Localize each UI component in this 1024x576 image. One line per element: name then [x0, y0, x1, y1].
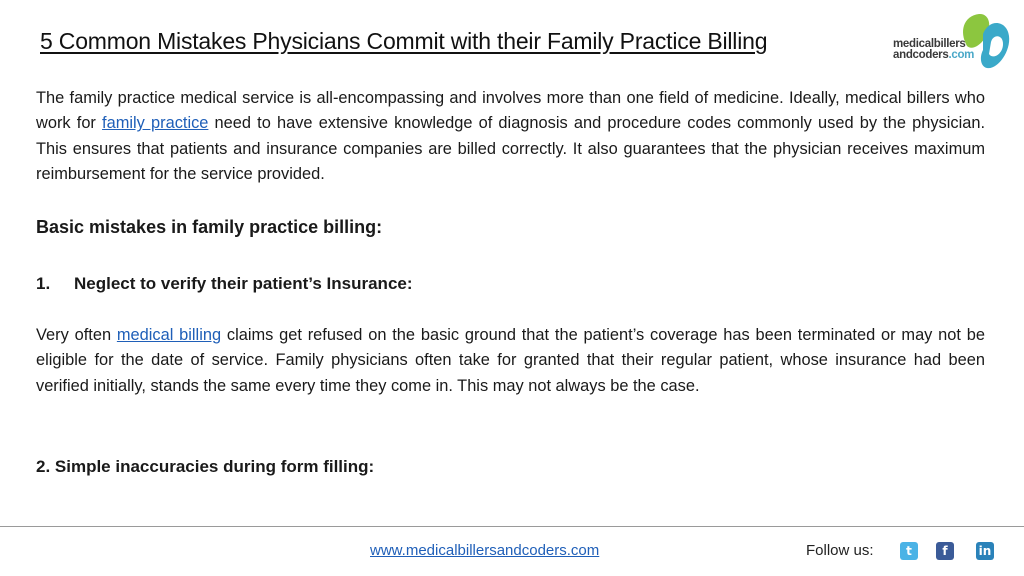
twitter-icon[interactable]: t: [900, 542, 918, 560]
section-heading: Basic mistakes in family practice billing:: [36, 217, 383, 237]
list-item-heading-2: 2. Simple inaccuracies during form filling:: [36, 457, 375, 476]
facebook-icon[interactable]: f: [936, 542, 954, 560]
linkedin-icon[interactable]: in: [976, 542, 994, 560]
slide-title: 5 Common Mistakes Physicians Commit with their Family Practice Billing: [40, 28, 768, 54]
footer-divider: [0, 526, 1024, 527]
company-logo: [893, 12, 1015, 70]
family-practice-link[interactable]: family practice: [102, 114, 209, 133]
logo-wordmark: medicalbillers andcoders.com: [893, 38, 975, 61]
intro-paragraph: The family practice medical service is all-encompassing and involves more than one field of medicine. Ideally, medical billers who work for family practice need to have extensive knowledge of diagnosis and procedure codes commonly used by the physician. This ensures that patients and insurance companies are billed correctly. It also guarantees that the physician receives maximum reimbursement for the service provided.: [36, 89, 986, 183]
insurance-paragraph: Very often medical billing claims get refused on the basic ground that the patient’s coverage has been terminated or may not be eligible for the date of service. Family physicians often take for granted that their regular patient, whose insurance had been verified initially, stands the same every time they come in. This may not always be the case.: [36, 326, 986, 395]
website-link[interactable]: www.medicalbillersandcoders.com: [370, 542, 600, 559]
follow-us-label: Follow us:: [806, 542, 874, 559]
list-item-heading: 1. Neglect to verify their patient’s Insurance:: [36, 274, 413, 293]
medical-billing-link[interactable]: medical billing: [116, 326, 222, 344]
